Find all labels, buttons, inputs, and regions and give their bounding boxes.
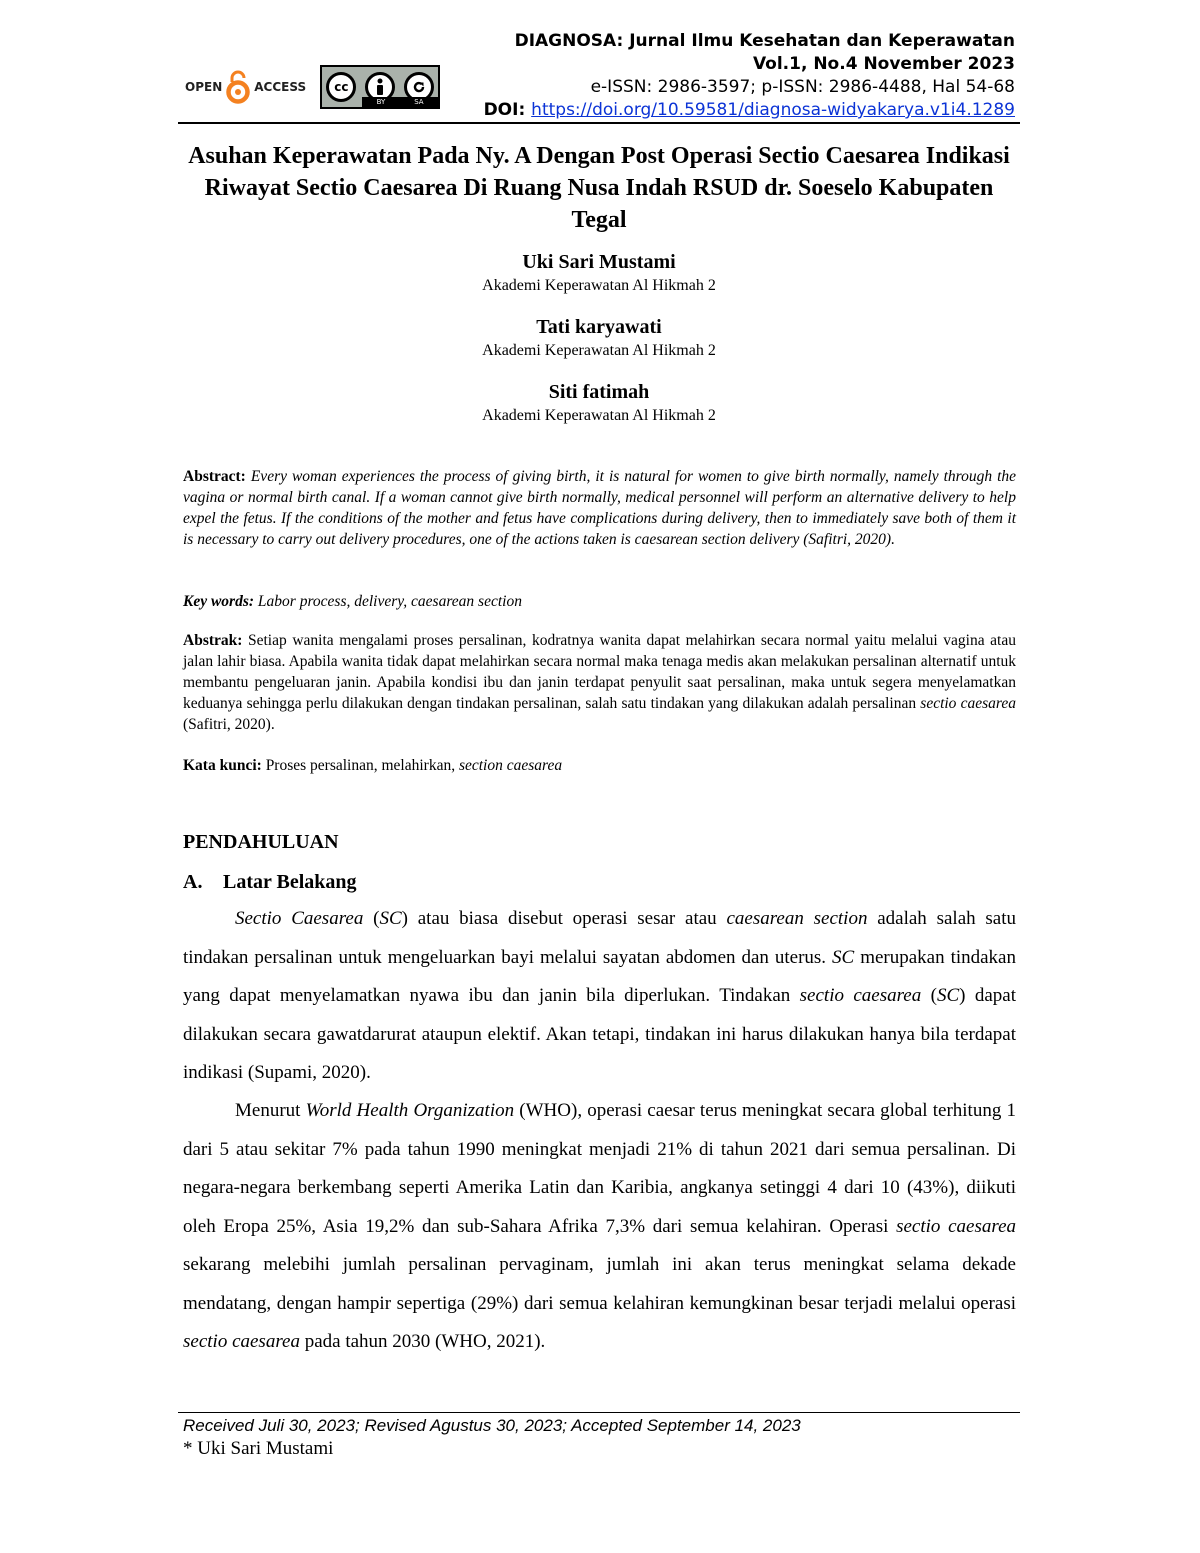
keywords-label: Key words: (183, 593, 255, 610)
body-paragraph-2 (183, 1092, 1016, 1362)
journal-header (484, 30, 1015, 122)
article-title: Asuhan Keperawatan Pada Ny. A Dengan Post Operasi Sectio Caesarea Indikasi Riwayat Sectio Caesarea Di Ruang Nusa Indah RSUD dr. Soeselo Kabupaten Tegal (188, 143, 1010, 233)
text-run: merupakan tindakan yang dapat menyelamatkan nyawa ibu dan janin bila diperlukan. Tindakan (183, 946, 1016, 1006)
text-run: pada tahun 2030 (WHO, 2021). (299, 1331, 546, 1352)
author-name: Uki Sari Mustami (522, 251, 676, 273)
doi-label: DOI: (483, 100, 526, 120)
submission-dates: Received Juli 30, 2023; Revised Agustus 30, 2023; Accepted September 14, 2023 (183, 1416, 801, 1435)
cc-by-label: BY (376, 98, 386, 106)
abstrak-italic-term: sectio caesarea (920, 695, 1016, 712)
text-run: ( (363, 908, 380, 929)
italic-term: sectio caesarea (183, 1331, 300, 1352)
journal-volume: Vol.1, No.4 November 2023 (752, 54, 1015, 74)
text-run: ( (921, 985, 937, 1006)
italic-term: sectio caesarea (896, 1215, 1017, 1237)
abstrak-label: Abstrak: (183, 632, 243, 649)
italic-term: Sectio Caesarea (235, 908, 364, 929)
open-access-left-text: OPEN (185, 80, 223, 94)
abstrak-citation: (Safitri, 2020). (183, 716, 275, 733)
keywords-english (183, 591, 1016, 612)
subsection-title: Latar Belakang (223, 871, 357, 893)
journal-issn: e-ISSN: 2986-3597; p-ISSN: 2986-4488, Hal 54-68 (590, 77, 1015, 97)
cc-license-bar (362, 97, 438, 107)
text-run: ) atau biasa disebut operasi sesar atau (401, 908, 727, 929)
author-1 (178, 249, 1020, 297)
italic-term: SC (936, 985, 960, 1006)
keywords-text: Labor process, delivery, caesarean section (257, 593, 522, 610)
author-name: Siti fatimah (548, 381, 650, 403)
italic-term: caesarean section (726, 908, 868, 929)
kata-kunci-text: Proses persalinan, melahirkan, (265, 757, 456, 774)
open-access-right-text: ACCESS (254, 80, 307, 94)
italic-term: sectio caesarea (799, 985, 922, 1006)
journal-name: DIAGNOSA: Jurnal Ilmu Kesehatan dan Keperawatan (514, 31, 1015, 51)
text-run: sekarang melebihi jumlah persalinan pervaginam, jumlah ini akan terus meningkat selama dekade mendatang, dengan hampir sepertiga (29%) dari semua kelahiran kemungkinan besar terjadi melalui operasi (183, 1254, 1016, 1314)
subsection-heading (183, 869, 357, 895)
license-logos (185, 62, 440, 112)
abstrak-text: Setiap wanita mengalami proses persalinan, kodratnya wanita dapat melahirkan secara normal yaitu melalui vagina atau jalan lahir biasa. Apabila wanita tidak dapat melahirkan secara normal maka tenaga medis akan melakukan persalinan alternatif untuk membantu pengeluaran janin. Apabila kondisi ibu dan janin terdapat penyulit saat persalinan, maka untuk segera menyelamatkan keduanya sehingga perlu dilakukan dengan tindakan persalinan, salah satu tindakan yang dilakukan adalah persalinan (183, 632, 1016, 712)
doi-link[interactable]: https://doi.org/10.59581/diagnosa-widyakarya.v1i4.1289 (531, 100, 1015, 120)
kata-kunci-italic-term: section caesarea (458, 757, 563, 774)
author-name: Tati karyawati (536, 316, 662, 338)
author-2 (178, 314, 1020, 362)
cc-icon: cc (326, 72, 356, 102)
footer-divider (178, 1412, 1020, 1413)
text-run: Menurut (235, 1100, 306, 1121)
text-run: adalah salah satu tindakan persalinan untuk mengeluarkan bayi melalui sayatan abdomen dan uterus. (183, 908, 1017, 968)
italic-term: SC (379, 908, 402, 929)
kata-kunci-label: Kata kunci: (183, 757, 262, 774)
keywords-indonesian (183, 755, 1016, 776)
author-3 (178, 379, 1020, 427)
corresponding-author: * Uki Sari Mustami (183, 1438, 334, 1459)
abstract-indonesian (183, 630, 1016, 735)
author-affiliation: Akademi Keperawatan Al Hikmah 2 (482, 407, 716, 424)
section-heading: PENDAHULUAN (183, 831, 339, 853)
open-access-logo (185, 70, 306, 104)
italic-term: World Health Organization (305, 1100, 515, 1121)
abstract-english (183, 466, 1016, 550)
author-affiliation: Akademi Keperawatan Al Hikmah 2 (482, 277, 716, 294)
open-access-lock-icon (225, 70, 251, 104)
subsection-number: A. (183, 871, 203, 893)
creative-commons-badge (320, 65, 440, 109)
abstract-label: Abstract: (183, 468, 246, 485)
abstract-text: Every woman experiences the process of giving birth, it is natural for women to give birth normally, namely through the vagina or normal birth canal. If a woman cannot give birth normally, medical personnel will perform an alternative delivery to help expel the fetus. If the conditions of the mother and fetus have complications during delivery, then to immediately save both of them it is necessary to carry out delivery procedures, one of the actions taken is caesarean section delivery (Safitri, 2020). (183, 468, 1017, 548)
author-affiliation: Akademi Keperawatan Al Hikmah 2 (482, 342, 716, 359)
doi-line (484, 99, 1015, 122)
header-divider (178, 122, 1020, 124)
italic-term: SC (832, 946, 855, 968)
cc-sa-label: SA (414, 98, 424, 106)
text-run: ) dapat dilakukan secara gawatdarurat ataupun elektif. Akan tetapi, tindakan ini harus dilakukan hanya bila terdapat indikasi (Supami, 2020). (183, 985, 1016, 1083)
text-run: (WHO), operasi caesar terus meningkat secara global terhitung 1 dari 5 atau sekitar 7% pada tahun 1990 meningkat menjadi 21% di tahun 2021 dari semua persalinan. Di negara-negara berkembang seperti Amerika Latin dan Karibia, angkanya setinggi 4 dari 10 (43%), diikuti oleh Eropa 25%, Asia 19,2% dan sub-Sahara Afrika 7,3% dari semua kelahiran. Operasi (183, 1100, 1017, 1237)
body-paragraph-1 (183, 900, 1016, 1093)
